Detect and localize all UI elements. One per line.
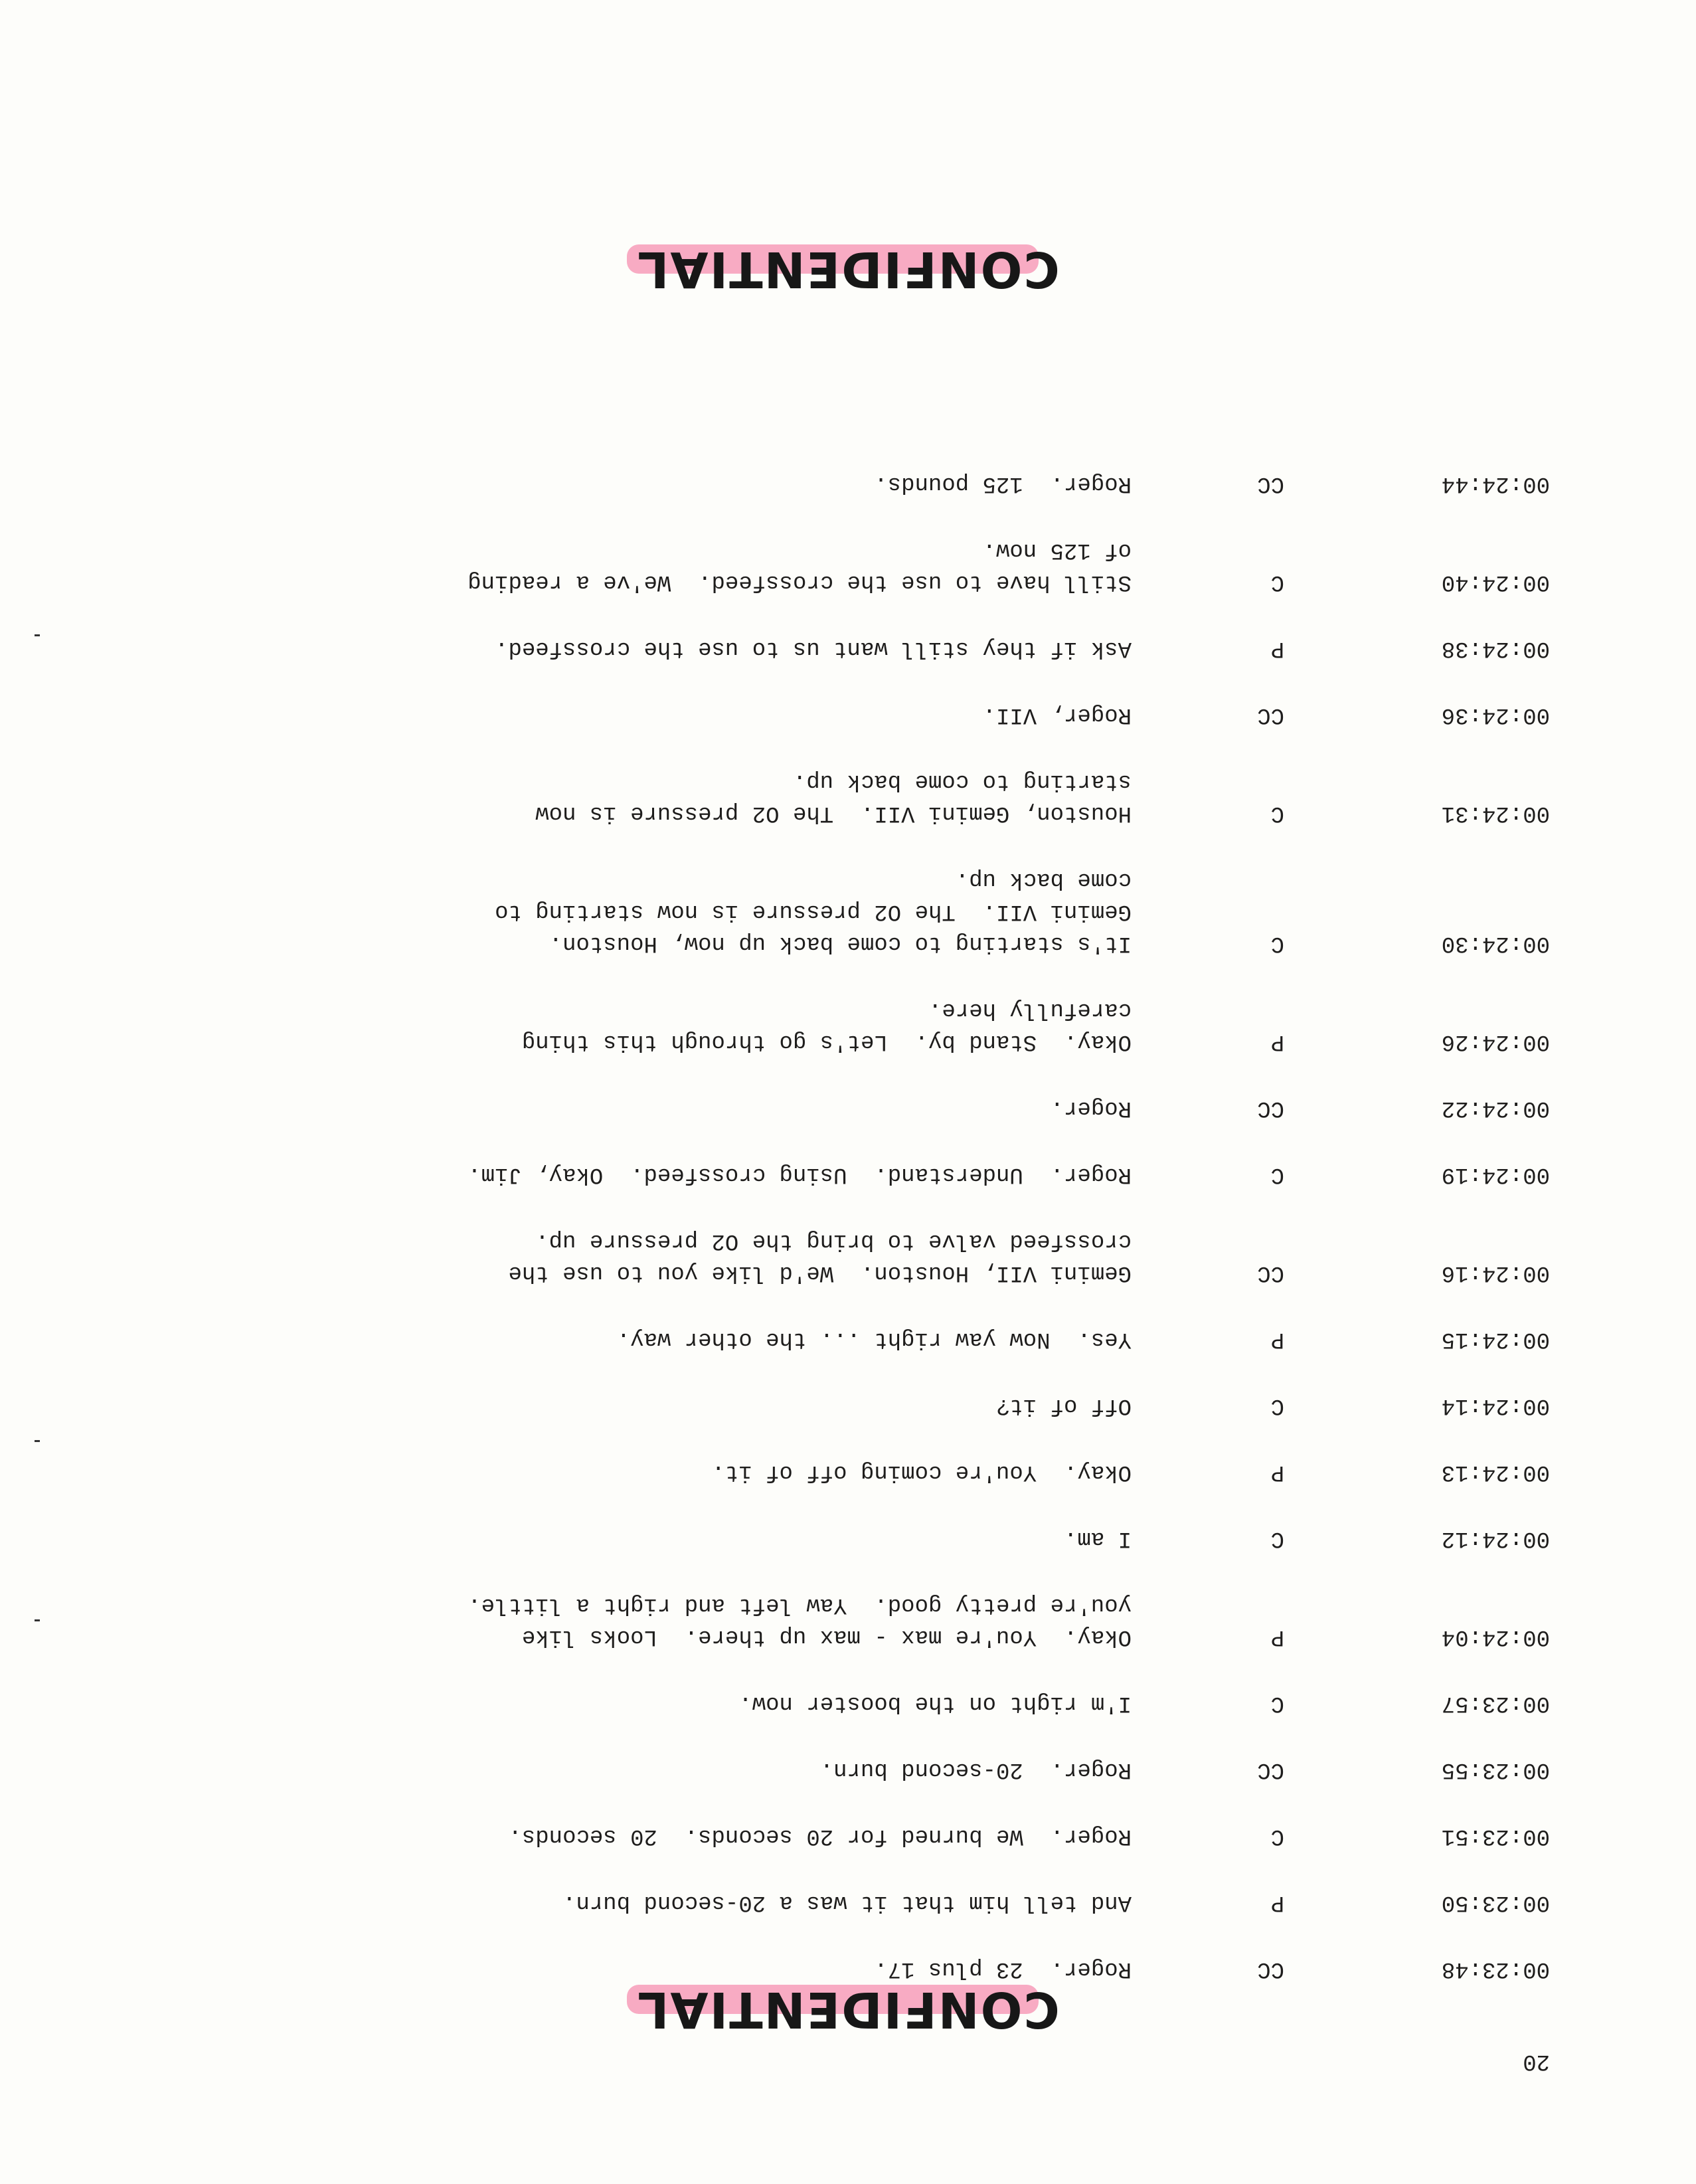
- speaker-code: C: [1270, 569, 1284, 594]
- utterance-text: Roger. 23 plus 17.: [874, 1956, 1132, 1981]
- transcript-entry: [142, 699, 1550, 731]
- utterance-text: Still have to use the crossfeed. We've a reading of 125 now.: [454, 537, 1132, 594]
- utterance-text: Off of it?: [995, 1393, 1132, 1418]
- timestamp: 00:24:13: [1441, 1459, 1550, 1485]
- utterance-text: Houston, Gemini VII. The O2 pressure is now starting to come back up.: [521, 769, 1132, 826]
- utterance-text: I am.: [1063, 1526, 1132, 1551]
- confidential-label: CONFIDENTIAL: [636, 1981, 1060, 2038]
- transcript-entry: [142, 1323, 1550, 1355]
- transcript-entry: [142, 864, 1550, 959]
- timestamp: 00:24:12: [1441, 1526, 1550, 1551]
- utterance-text: Roger. 125 pounds.: [874, 471, 1132, 496]
- speaker-code: CC: [1257, 1757, 1284, 1782]
- speaker-code: P: [1270, 1890, 1284, 1915]
- utterance-text: Roger, VII.: [982, 702, 1132, 727]
- transcript-entry: [142, 1886, 1550, 1918]
- transcript-entry: [142, 1687, 1550, 1719]
- speaker-code: CC: [1257, 1260, 1284, 1285]
- timestamp: 00:24:14: [1441, 1393, 1550, 1418]
- timestamp: 00:23:51: [1441, 1823, 1550, 1849]
- speaker-code: C: [1270, 931, 1284, 956]
- utterance-text: Roger.: [1050, 1095, 1132, 1121]
- speaker-code: C: [1270, 1162, 1284, 1187]
- transcript-entry: [142, 1522, 1550, 1554]
- transcript-entry: [142, 994, 1550, 1057]
- timestamp: 00:24:30: [1441, 931, 1550, 956]
- timestamp: 00:24:19: [1441, 1162, 1550, 1187]
- timestamp: 00:24:38: [1441, 636, 1550, 661]
- timestamp: 00:24:44: [1441, 471, 1550, 496]
- speaker-code: P: [1270, 1624, 1284, 1649]
- timestamp: 00:24:22: [1441, 1095, 1550, 1121]
- timestamp: 00:23:48: [1441, 1956, 1550, 1981]
- timestamp: 00:23:55: [1441, 1757, 1550, 1782]
- transcript-entry: [142, 1225, 1550, 1289]
- utterance-text: Okay. You're max - max up there. Looks like you're pretty good. Yaw left and right a little.: [467, 1592, 1132, 1649]
- confidential-label: CONFIDENTIAL: [636, 240, 1060, 298]
- utterance-text: Ask if they still want us to use the crossfeed.: [495, 636, 1132, 661]
- transcript-entry: [142, 1953, 1550, 1985]
- timestamp: 00:24:26: [1441, 1029, 1550, 1054]
- utterance-text: Okay. Stand by. Let's go through this thing carefully here.: [508, 997, 1132, 1054]
- transcript-entry: [142, 1390, 1550, 1421]
- speaker-code: C: [1270, 1526, 1284, 1551]
- speaker-code: P: [1270, 636, 1284, 661]
- speaker-code: C: [1270, 1690, 1284, 1716]
- speaker-code: CC: [1257, 1956, 1284, 1981]
- timestamp: 00:24:16: [1441, 1260, 1550, 1285]
- margin-mark: [35, 1619, 40, 1621]
- timestamp: 00:23:50: [1441, 1890, 1550, 1915]
- page-number: 20: [1523, 2048, 1550, 2074]
- transcript-entry: [142, 1589, 1550, 1653]
- utterance-text: Okay. You're coming off of it.: [711, 1459, 1132, 1485]
- speaker-code: CC: [1257, 471, 1284, 496]
- timestamp: 00:24:40: [1441, 569, 1550, 594]
- speaker-code: P: [1270, 1459, 1284, 1485]
- margin-mark: [35, 634, 40, 636]
- transcript-entry: [142, 534, 1550, 598]
- utterance-text: And tell him that it was a 20-second burn.: [562, 1890, 1132, 1915]
- timestamp: 00:24:04: [1441, 1624, 1550, 1649]
- transcript-entry: [142, 468, 1550, 500]
- speaker-code: P: [1270, 1029, 1284, 1054]
- transcript-entry: [142, 765, 1550, 829]
- timestamp: 00:23:57: [1441, 1690, 1550, 1716]
- speaker-code: CC: [1257, 1095, 1284, 1121]
- timestamp: 00:24:36: [1441, 702, 1550, 727]
- transcript-entry: [142, 632, 1550, 664]
- margin-mark: [35, 1440, 40, 1442]
- confidential-stamp-bottom: [0, 240, 1696, 298]
- transcript-entry: [142, 1092, 1550, 1124]
- utterance-text: Roger. We burned for 20 seconds. 20 seconds.: [508, 1823, 1132, 1849]
- utterance-text: Roger. 20-second burn.: [819, 1757, 1132, 1782]
- utterance-text: It's starting to come back up now, Houston. Gemini VII. The O2 pressure is now starting to come back up.: [481, 867, 1132, 956]
- transcript-entry: [142, 1820, 1550, 1852]
- speaker-code: C: [1270, 1823, 1284, 1849]
- transcript-entry: [142, 1754, 1550, 1785]
- transcript-entry: [142, 1456, 1550, 1488]
- speaker-code: C: [1270, 1393, 1284, 1418]
- utterance-text: I'm right on the booster now.: [738, 1690, 1132, 1716]
- utterance-text: Roger. Understand. Using crossfeed. Okay, Jim.: [467, 1162, 1132, 1187]
- speaker-code: P: [1270, 1326, 1284, 1352]
- utterance-text: Yes. Now yaw right ... the other way.: [616, 1326, 1132, 1352]
- confidential-stamp-top: [0, 1981, 1696, 2038]
- timestamp: 00:24:15: [1441, 1326, 1550, 1352]
- transcript: [142, 433, 1550, 1985]
- speaker-code: C: [1270, 800, 1284, 826]
- speaker-code: CC: [1257, 702, 1284, 727]
- timestamp: 00:24:31: [1441, 800, 1550, 826]
- utterance-text: Gemini VII, Houston. We'd like you to use the crossfeed valve to bring the O2 pressure up.: [495, 1228, 1132, 1285]
- transcript-entry: [142, 1158, 1550, 1190]
